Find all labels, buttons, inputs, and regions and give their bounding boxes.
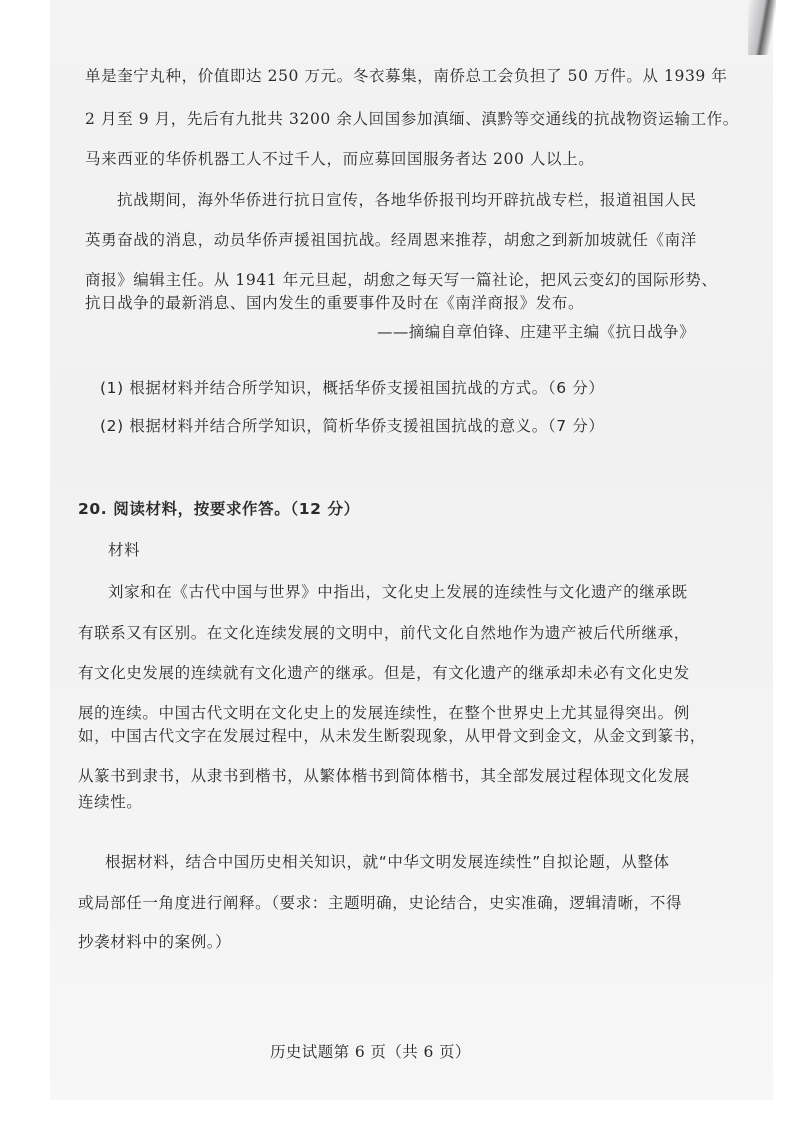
material-19-line: 单是奎宁丸种，价值即达 250 万元。冬衣募集，南侨总工会负担了 50 万件。从 1939 年 — [85, 67, 728, 85]
material-19-source: ——摘编自章伯锋、庄建平主编《抗日战争》 — [376, 323, 695, 341]
task-line: 或局部任一角度进行阐释。（要求：主题明确，史论结合，史实准确，逻辑清晰，不得 — [78, 894, 683, 912]
material-20-line: 连续性。 — [78, 793, 143, 811]
material-19-line: 商报》编辑主任。从 1941 年元旦起，胡愈之每天写一篇社论，把风云变幻的国际形势、 — [85, 271, 718, 289]
material-20-line: 展的连续。中国古代文明在文化史上的发展连续性，在整个世界史上尤其显得突出。例 — [78, 704, 690, 722]
material-20-line: 有文化史发展的连续就有文化遗产的继承。但是，有文化遗产的继承却未必有文化史发 — [78, 664, 690, 682]
task-line: 根据材料，结合中国历史相关知识，就“中华文明发展连续性”自拟论题，从整体 — [105, 853, 670, 871]
material-20-line: 如，中国古代文字在发展过程中，从未发生断裂现象，从甲骨文到金文，从金文到篆书， — [78, 727, 706, 745]
question-20-title: 20. 阅读材料，按要求作答。（12 分） — [78, 500, 360, 518]
material-19-line: 英勇奋战的消息，动员华侨声援祖国抗战。经周恩来推荐，胡愈之到新加坡就任《南洋 — [85, 231, 697, 249]
material-20-line: 从篆书到隶书，从隶书到楷书，从繁体楷书到简体楷书，其全部发展过程体现文化发展 — [78, 767, 690, 785]
page-fold-shadow — [748, 0, 776, 55]
page-footer: 历史试题第 6 页（共 6 页） — [270, 1043, 471, 1061]
material-19-line: 抗日战争的最新消息、国内发生的重要事件及时在《南洋商报》发布。 — [85, 294, 585, 312]
material-20-line: 有联系又有区别。在文化连续发展的文明中，前代文化自然地作为遗产被后代所继承， — [78, 624, 690, 642]
task-line: 抄袭材料中的案例。） — [78, 933, 232, 951]
material-19-line: 马来西亚的华侨机器工人不过千人，而应募回国服务者达 200 人以上。 — [85, 150, 595, 168]
question-19-1: (1) 根据材料并结合所学知识，概括华侨支援祖国抗战的方式。（6 分） — [100, 379, 605, 397]
question-19-2: (2) 根据材料并结合所学知识，简析华侨支援祖国抗战的意义。（7 分） — [100, 417, 605, 435]
material-20-line: 刘家和在《古代中国与世界》中指出，文化史上发展的连续性与文化遗产的继承既 — [108, 583, 688, 601]
material-19-line: 2 月至 9 月，先后有九批共 3200 余人回国参加滇缅、滇黔等交通线的抗战物资运输工作。 — [85, 110, 739, 128]
material-19-line: 抗战期间，海外华侨进行抗日宣传，各地华侨报刊均开辟抗战专栏，报道祖国人民 — [117, 191, 697, 209]
material-label: 材料 — [108, 541, 141, 559]
